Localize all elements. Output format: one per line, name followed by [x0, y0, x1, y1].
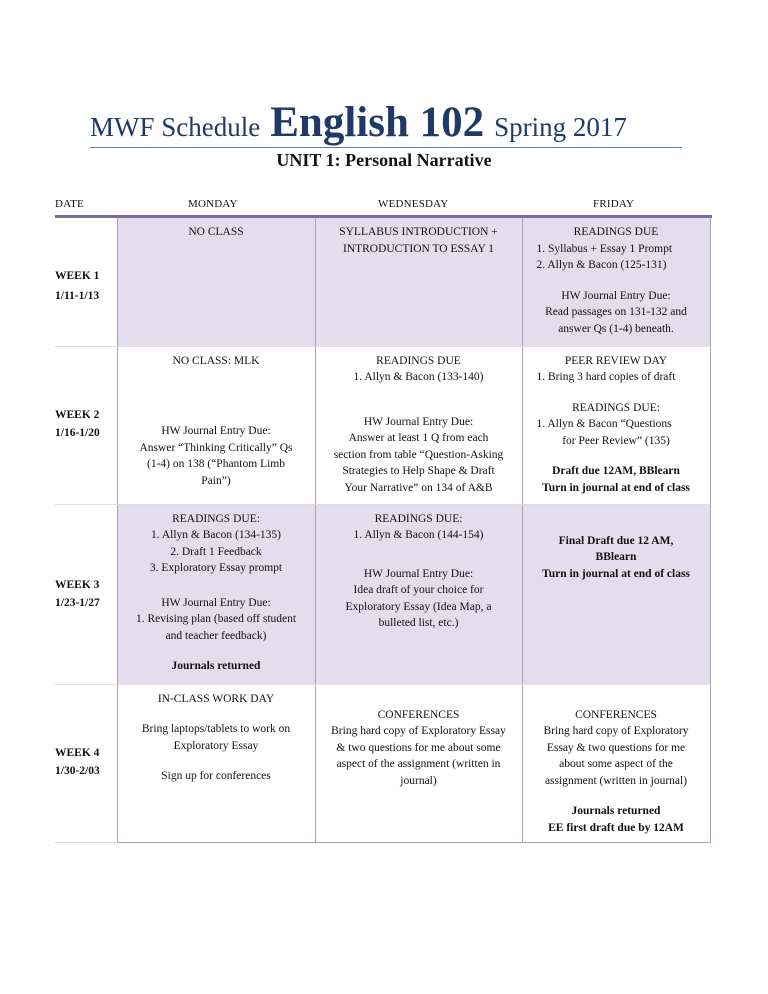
- monday-cell: [117, 218, 315, 346]
- due-note: Final Draft due 12 AM,: [558, 534, 674, 547]
- hw-text: Your Narrative” on 134 of A&B: [344, 481, 493, 494]
- friday-cell: [522, 346, 710, 504]
- hw-text: answer Qs (1-4) beneath.: [558, 322, 674, 335]
- readings-heading: READINGS DUE: [573, 226, 659, 238]
- friday-cell: [522, 504, 710, 684]
- cell-text: & two questions for me about some: [336, 741, 501, 754]
- hw-text: Answer at least 1 Q from each: [348, 432, 489, 444]
- friday-cell: [522, 218, 710, 346]
- hw-text: Idea draft of your choice for: [353, 584, 484, 596]
- week-dates: 1/30-2/03: [55, 764, 100, 777]
- cell-text: aspect of the assignment (written in: [336, 758, 501, 770]
- due-note: EE first draft due by 12AM: [548, 821, 684, 834]
- week-name: WEEK 2: [55, 408, 100, 421]
- hw-text: and teacher feedback): [165, 629, 267, 642]
- hw-text: HW Journal Entry Due:: [161, 596, 271, 609]
- wednesday-cell: [315, 684, 522, 842]
- due-note: Turn in journal at end of class: [542, 481, 690, 494]
- week-label-cell: [55, 504, 117, 684]
- readings-heading: READINGS DUE:: [374, 512, 463, 525]
- cell-heading: NO CLASS: MLK: [172, 354, 260, 367]
- title-divider: [90, 147, 682, 148]
- cell-text: Bring laptops/tablets to work on: [141, 723, 291, 735]
- header-wednesday: WEDNESDAY: [378, 198, 449, 210]
- week-label-cell: [55, 346, 117, 504]
- header-monday: MONDAY: [188, 198, 238, 210]
- hw-text: Exploratory Essay (Idea Map, a: [345, 600, 492, 613]
- wednesday-cell: [315, 504, 522, 684]
- cell-text: Essay & two questions for me: [546, 741, 686, 754]
- hw-text: Pain”): [201, 474, 231, 487]
- cell-heading: CONFERENCES: [377, 708, 460, 721]
- cell-text: about some aspect of the: [559, 758, 673, 770]
- list-item: 2. Draft 1 Feedback: [170, 545, 262, 558]
- hw-text: section from table “Question-Asking: [333, 448, 504, 461]
- week-dates: 1/16-1/20: [55, 426, 100, 439]
- readings-heading: READINGS DUE:: [172, 512, 260, 525]
- cell-text: NO CLASS: [188, 226, 244, 238]
- header-friday: FRIDAY: [593, 198, 635, 210]
- week-name: WEEK 4: [55, 746, 100, 759]
- due-note: BBlearn: [595, 551, 637, 563]
- list-item: 1. Syllabus + Essay 1 Prompt: [536, 242, 673, 255]
- list-item: 2. Allyn & Bacon (125-131): [536, 259, 667, 271]
- monday-cell: [117, 504, 315, 684]
- cell-text: journal): [400, 774, 437, 787]
- list-item: 1. Bring 3 hard copies of draft: [536, 371, 676, 383]
- list-item: 1. Allyn & Bacon “Questions: [536, 418, 672, 430]
- hw-text: 1. Revising plan (based off student: [135, 613, 297, 625]
- hw-text: HW Journal Entry Due:: [363, 415, 474, 428]
- hw-text: HW Journal Entry Due:: [161, 425, 271, 437]
- hw-text: HW Journal Entry Due:: [363, 567, 474, 580]
- cell-heading: CONFERENCES: [575, 708, 657, 721]
- hw-text: (1-4) on 138 (“Phantom Limb: [147, 458, 285, 470]
- schedule-table: [55, 218, 711, 843]
- header-date: DATE: [55, 198, 84, 210]
- hw-text: Answer “Thinking Critically” Qs: [139, 441, 293, 454]
- cell-text: SYLLABUS INTRODUCTION +: [339, 226, 498, 238]
- cell-text: INTRODUCTION TO ESSAY 1: [342, 242, 495, 255]
- hw-text: HW Journal Entry Due:: [561, 289, 671, 302]
- due-note: Journals returned: [571, 805, 661, 817]
- wednesday-cell: [315, 218, 522, 346]
- list-item: 1. Allyn & Bacon (134-135): [151, 529, 281, 541]
- cell-text: Exploratory Essay: [173, 739, 259, 752]
- readings-heading: READINGS DUE:: [572, 401, 660, 414]
- monday-cell: [117, 346, 315, 504]
- list-item: for Peer Review” (135): [562, 434, 670, 447]
- week-label-cell: [55, 684, 117, 842]
- hw-text: Read passages on 131-132 and: [545, 306, 687, 318]
- cell-text: assignment (written in journal): [544, 774, 688, 787]
- friday-cell: [522, 684, 710, 842]
- journals-returned-note: Journals returned: [171, 660, 261, 672]
- week-name: WEEK 1: [55, 270, 100, 282]
- readings-heading: READINGS DUE: [376, 354, 461, 367]
- monday-cell: [117, 684, 315, 842]
- unit-heading: UNIT 1: Personal Narrative: [276, 150, 492, 170]
- week-row: [55, 504, 710, 684]
- hw-text: bulleted list, etc.): [378, 617, 459, 629]
- week-dates: 1/11-1/13: [55, 290, 100, 302]
- title-course: English 102: [270, 99, 485, 146]
- title-schedule: MWF Schedule: [90, 112, 261, 142]
- week-name: WEEK 3: [55, 578, 100, 591]
- due-note: Draft due 12AM, BBlearn: [552, 465, 680, 477]
- list-item: 3. Exploratory Essay prompt: [149, 562, 283, 574]
- cell-text: Bring hard copy of Exploratory Essay: [331, 725, 506, 737]
- cell-heading: PEER REVIEW DAY: [564, 354, 668, 367]
- list-item: 1. Allyn & Bacon (144-154): [353, 529, 484, 541]
- due-note: Turn in journal at end of class: [542, 567, 690, 580]
- list-item: 1. Allyn & Bacon (133-140): [353, 371, 484, 383]
- week-label-cell: [55, 218, 117, 346]
- cell-text: Sign up for conferences: [161, 770, 271, 782]
- title-term: Spring 2017: [494, 112, 627, 142]
- week-row: [55, 346, 710, 504]
- week-row: [55, 218, 710, 346]
- wednesday-cell: [315, 346, 522, 504]
- week-row: [55, 684, 710, 842]
- week-dates: 1/23-1/27: [55, 596, 100, 609]
- cell-text: Bring hard copy of Exploratory: [543, 725, 689, 737]
- hw-text: Strategies to Help Shape & Draft: [342, 465, 495, 477]
- document-title: [90, 98, 690, 147]
- cell-heading: IN-CLASS WORK DAY: [157, 692, 275, 705]
